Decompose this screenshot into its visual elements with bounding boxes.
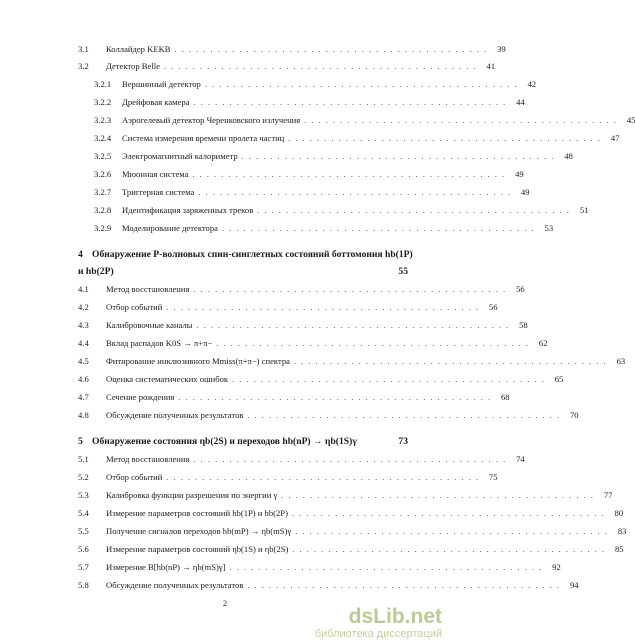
toc-page: 49 — [515, 169, 524, 179]
toc-page: 85 — [614, 544, 624, 554]
chapter-title-continued: и hb(2P) — [78, 266, 114, 277]
toc-title: Калибровка функции разрешения по энергии γ — [106, 490, 278, 500]
toc-title: Калибровочные каналы — [106, 320, 193, 330]
toc-title: Аэрогелевый детектор Черенковского излучения — [122, 115, 301, 125]
toc-entry-5-6 — [78, 544, 624, 554]
toc-page: 92 — [552, 562, 561, 572]
toc-page: 45 — [626, 115, 635, 125]
watermark-tagline: библиотека диссертаций — [314, 628, 442, 640]
toc-number: 4.2 — [78, 302, 89, 312]
toc-entry-3-1 — [78, 44, 506, 54]
toc-number: 3.2.7 — [94, 187, 112, 197]
leader-dots: . . . . . . . . . . . . . . . . . . . . . . . . . . . . . . . . . . . . . . . . . . . . — [216, 339, 530, 348]
leader-dots: . . . . . . . . . . . . . . . . . . . . . . . . . . . . . . . . . . . . . . . . . . . . — [292, 545, 606, 554]
toc-number: 4.3 — [78, 320, 89, 330]
toc-entry-5-1 — [78, 454, 525, 464]
toc-title: Измерение параметров состояний ηb(1S) и ηb(2S) — [106, 544, 289, 554]
toc-entry-4-1 — [78, 284, 525, 294]
leader-dots: . . . . . . . . . . . . . . . . . . . . . . . . . . . . . . . . . . . . . . . . . . . . — [166, 303, 480, 312]
toc-entry-4-3 — [78, 320, 528, 330]
toc-title: Электромагнитный калориметр — [122, 151, 238, 161]
toc-entry-3-2-5 — [94, 151, 573, 161]
leader-dots: . . . . . . . . . . . . . . . . . . . . . . . . . . . . . . . . . . . . . . . . . . . . — [257, 206, 571, 215]
leader-dots: . . . . . . . . . . . . . . . . . . . . . . . . . . . . . . . . . . . . . . . . . . . . — [196, 321, 510, 330]
toc-title: Коллайдер KEKB — [106, 44, 171, 54]
toc-number: 3.2.4 — [94, 133, 112, 143]
toc-number: 4.4 — [78, 338, 89, 348]
toc-page: 58 — [519, 320, 528, 330]
leader-dots: . . . . . . . . . . . . . . . . . . . . . . . . . . . . . . . . . . . . . . . . . . . . — [166, 473, 480, 482]
toc-title: Оценка систематических ошибок — [106, 374, 229, 384]
toc-number: 4.6 — [78, 374, 89, 384]
toc-entry-4-2 — [78, 302, 498, 312]
toc-page: 56 — [488, 302, 498, 312]
toc-number: 4.8 — [78, 410, 89, 420]
toc-title: Сечение рождения — [106, 392, 175, 402]
leader-dots: . . . . . . . . . . . . . . . . . . . . . . . . . . . . . . . . . . . . . . . . . . . . — [221, 224, 536, 233]
toc-title: Вершинный детектор — [122, 79, 201, 89]
toc-entry-4-5 — [78, 356, 626, 366]
leader-dots: . . . . . . . . . . . . . . . . . . . . . . . . . . . . . . . . . . . . . . . . . . . . — [247, 581, 561, 590]
toc-entry-3-2 — [78, 61, 496, 71]
toc-number: 3.1 — [78, 44, 89, 54]
chapter-title: Обнаружение P-волновых спин-синглетных состояний боттомония hb(1P) — [92, 249, 413, 260]
toc-entry-5-4 — [78, 508, 624, 518]
leader-dots: . . . . . . . . . . . . . . . . . . . . . . . . . . . . . . . . . . . . . . . . . . . . — [291, 509, 606, 518]
toc-title: Метод восстановления — [106, 284, 190, 294]
leader-dots: . . . . . . . . . . . . . . . . . . . . . . . . . . . . . . . . . . . . . . . . . . . . — [193, 455, 507, 464]
toc-page: 80 — [614, 508, 624, 518]
toc-page: 75 — [488, 472, 498, 482]
toc-entry-3-2-3 — [94, 115, 635, 125]
leader-dots: . . . . . . . . . . . . . . . . . . . . . . . . . . . . . . . . . . . . . . . . . . . . — [304, 116, 618, 125]
toc-page: 49 — [520, 187, 530, 197]
toc-page: 83 — [617, 526, 627, 536]
toc-page: 62 — [538, 338, 548, 348]
toc-entry-4-7 — [78, 392, 510, 402]
leader-dots: . . . . . . . . . . . . . . . . . . . . . . . . . . . . . . . . . . . . . . . . . . . . — [281, 491, 595, 500]
leader-dots: . . . . . . . . . . . . . . . . . . . . . . . . . . . . . . . . . . . . . . . . . . . . — [178, 393, 492, 402]
toc-page: 70 — [569, 410, 579, 420]
toc-title: Обсуждение полученных результатов — [106, 580, 244, 590]
toc-number: 3.2 — [78, 61, 89, 71]
leader-dots: . . . . . . . . . . . . . . . . . . . . . . . . . . . . . . . . . . . . . . . . . . . . — [295, 527, 609, 536]
leader-dots: . . . . . . . . . . . . . . . . . . . . . . . . . . . . . . . . . . . . . . . . . . . . — [198, 188, 512, 197]
toc-chapter-5 — [78, 436, 408, 447]
toc-number: 3.2.3 — [94, 115, 112, 125]
toc-title: Идентификация заряженных треков — [122, 205, 254, 215]
leader-dots: . . . . . . . . . . . . . . . . . . . . . . . . . . . . . . . . . . . . . . . . . . . . — [193, 285, 507, 294]
toc-number: 3.2.6 — [94, 169, 112, 179]
toc-entry-3-2-7 — [94, 187, 530, 197]
toc-entry-3-2-2 — [94, 97, 525, 107]
toc-title: Отбор событий — [106, 302, 163, 312]
toc-entry-3-2-4 — [94, 133, 620, 143]
toc-number: 3.2.2 — [94, 97, 112, 107]
toc-page: 56 — [516, 284, 525, 294]
toc-entry-3-2-8 — [94, 205, 589, 215]
toc-number: 5.2 — [78, 472, 89, 482]
toc-title: Дрейфовая камера — [122, 97, 190, 107]
toc-title: Триггерная система — [122, 187, 195, 197]
toc-page: 63 — [616, 356, 626, 366]
toc-title: Получение сигналов переходов hb(mP) → ηb(mS)γ — [106, 526, 292, 536]
toc-number: 5.3 — [78, 490, 89, 500]
toc-page: 77 — [603, 490, 613, 500]
toc-title: Фитирование инклюзивного Mmiss(π+π−) спектра — [106, 356, 290, 366]
toc-title: Отбор событий — [106, 472, 163, 482]
toc-number: 4.1 — [78, 284, 89, 294]
toc-page: 39 — [497, 44, 506, 54]
toc-page: 94 — [569, 580, 579, 590]
toc-entry-3-2-9 — [94, 223, 554, 233]
toc-number: 5.4 — [78, 508, 89, 518]
toc-number: 3.2.1 — [94, 79, 112, 89]
toc-title: Измерение параметров состояний hb(1P) и hb(2P) — [106, 508, 288, 518]
toc-entry-4-4 — [78, 338, 548, 348]
toc-entry-3-2-1 — [94, 79, 537, 89]
toc-page: 42 — [527, 79, 537, 89]
toc-page: 74 — [516, 454, 525, 464]
chapter-title: Обнаружение состояния ηb(2S) и переходов hb(nP) → ηb(1S)γ — [92, 436, 357, 447]
toc-number: 3.2.5 — [94, 151, 112, 161]
toc-entry-5-8 — [78, 580, 579, 590]
toc-title: Обсуждение полученных результатов — [106, 410, 244, 420]
page-number: 2 — [222, 598, 228, 608]
toc-page: 53 — [544, 223, 554, 233]
toc-number: 3.2.8 — [94, 205, 112, 215]
watermark-logo: dsLib.net — [348, 605, 442, 628]
toc-title: Система измерения времени пролета частиц — [122, 133, 285, 143]
toc-chapter-4 — [78, 249, 413, 260]
toc-title: Вклад распадов K0S → π+π− — [106, 338, 213, 348]
toc-number: 4.7 — [78, 392, 89, 402]
leader-dots: . . . . . . . . . . . . . . . . . . . . . . . . . . . . . . . . . . . . . . . . . . . . — [192, 170, 506, 179]
leader-dots: . . . . . . . . . . . . . . . . . . . . . . . . . . . . . . . . . . . . . . . . . . . . — [288, 134, 602, 143]
toc-entry-4-6 — [78, 374, 564, 384]
chapter-page: 55 — [398, 266, 408, 277]
leader-dots: . . . . . . . . . . . . . . . . . . . . . . . . . . . . . . . . . . . . . . . . . . . . — [247, 411, 561, 420]
leader-dots: . . . . . . . . . . . . . . . . . . . . . . . . . . . . . . . . . . . . . . . . . . . . — [232, 375, 546, 384]
toc-number: 3.2.9 — [94, 223, 112, 233]
leader-dots: . . . . . . . . . . . . . . . . . . . . . . . . . . . . . . . . . . . . . . . . . . . . — [204, 80, 519, 89]
toc-entry-3-2-6 — [94, 169, 524, 179]
toc-number: 4.5 — [78, 356, 89, 366]
toc-title: Измерение B[hb(nP) → ηb(mS)γ] — [106, 562, 226, 572]
leader-dots: . . . . . . . . . . . . . . . . . . . . . . . . . . . . . . . . . . . . . . . . . . . . — [229, 563, 543, 572]
toc-entry-5-5 — [78, 526, 627, 536]
toc-number: 5.1 — [78, 454, 89, 464]
toc-page: 41 — [486, 61, 496, 71]
toc-number: 5.8 — [78, 580, 89, 590]
toc-number: 5.6 — [78, 544, 89, 554]
leader-dots: . . . . . . . . . . . . . . . . . . . . . . . . . . . . . . . . . . . . . . . . . . . . — [163, 62, 478, 71]
leader-dots: . . . . . . . . . . . . . . . . . . . . . . . . . . . . . . . . . . . . . . . . . . . . — [293, 357, 608, 366]
chapter-page: 73 — [398, 436, 408, 447]
toc-entry-5-3 — [78, 490, 613, 500]
toc-number: 5.7 — [78, 562, 89, 572]
toc-entry-5-2 — [78, 472, 498, 482]
toc-page: 44 — [516, 97, 525, 107]
toc-page: 47 — [610, 133, 620, 143]
toc-entry-5-7 — [78, 562, 561, 572]
leader-dots: . . . . . . . . . . . . . . . . . . . . . . . . . . . . . . . . . . . . . . . . . . . . — [193, 98, 507, 107]
toc-page: 68 — [501, 392, 510, 402]
toc-number: 5.5 — [78, 526, 89, 536]
toc-title: Метод восстановления — [106, 454, 190, 464]
toc-page: 51 — [579, 205, 589, 215]
leader-dots: . . . . . . . . . . . . . . . . . . . . . . . . . . . . . . . . . . . . . . . . . . . . — [241, 152, 555, 161]
toc-title: Мюонная система — [122, 169, 189, 179]
toc-entry-4-8 — [78, 410, 579, 420]
toc-title: Детектор Belle — [106, 61, 160, 71]
toc-page: 65 — [554, 374, 564, 384]
toc-page: 48 — [564, 151, 573, 161]
toc-title: Моделирование детектора — [122, 223, 218, 233]
watermark — [272, 606, 442, 641]
toc-chapter-4-continued — [78, 266, 408, 277]
chapter-number: 4 — [78, 249, 83, 260]
leader-dots: . . . . . . . . . . . . . . . . . . . . . . . . . . . . . . . . . . . . . . . . . . . . — [174, 45, 488, 54]
chapter-number: 5 — [78, 436, 83, 447]
